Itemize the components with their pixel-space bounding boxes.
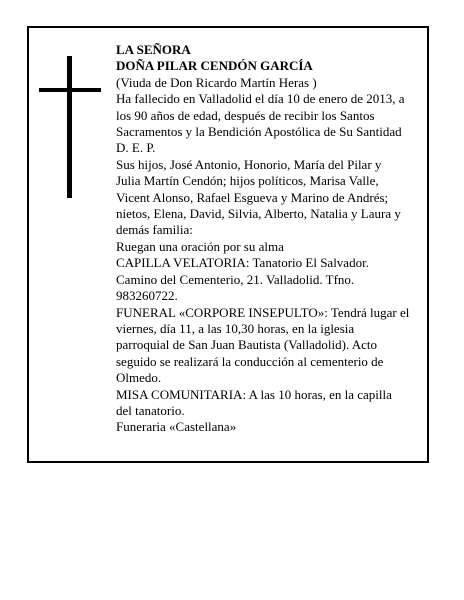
rip-line: D. E. P. xyxy=(116,140,156,156)
announcement-line-1: Ha fallecido en Valladolid el día 10 de enero de 2013, a xyxy=(116,91,405,107)
cross-vertical-bar xyxy=(67,56,72,198)
family-line-4: nietos, Elena, David, Silvia, Alberto, Natalia y Laura y xyxy=(116,206,401,222)
funeral-line-4: seguido se realizará la conducción al cementerio de xyxy=(116,353,384,369)
funeral-home-line: Funeraria «Castellana» xyxy=(116,419,237,435)
notice-title: LA SEÑORA xyxy=(116,42,191,57)
family-line-1: Sus hijos, José Antonio, Honorio, María del Pilar y xyxy=(116,156,382,172)
latin-cross-icon xyxy=(39,56,101,198)
mass-line-1: MISA COMUNITARIA: A las 10 horas, en la capilla xyxy=(116,386,392,402)
announcement-line-3: Sacramentos y la Bendición Apostólica de Su Santidad xyxy=(116,124,402,140)
announcement-line-2: los 90 años de edad, después de recibir los Santos xyxy=(116,107,375,123)
notice-text-block xyxy=(116,42,429,436)
obituary-notice-frame xyxy=(27,26,429,463)
funeral-line-2: viernes, día 11, a las 10,30 horas, en la iglesia xyxy=(116,320,355,336)
chapel-phone-line: 983260722. xyxy=(116,288,178,304)
mass-line-2: del tanatorio. xyxy=(116,402,185,418)
family-line-3: Vicent Alonso, Rafael Esgueva y Marino de Andrés; xyxy=(116,189,389,205)
deceased-name: DOÑA PILAR CENDÓN GARCÍA xyxy=(116,58,313,74)
prayer-request-line: Ruegan una oración por su alma xyxy=(116,238,284,254)
chapel-line-2: Camino del Cementerio, 21. Valladolid. Tfno. xyxy=(116,271,355,287)
funeral-line-1: FUNERAL «CORPORE INSEPULTO»: Tendrá lugar el xyxy=(116,304,410,320)
cross-horizontal-bar xyxy=(39,88,101,92)
family-line-5: demás familia: xyxy=(116,222,193,238)
widow-of-line: (Viuda de Don Ricardo Martín Heras ) xyxy=(116,74,317,90)
funeral-line-5: Olmedo. xyxy=(116,370,162,386)
funeral-line-3: parroquial de San Juan Bautista (Valladolid). Acto xyxy=(116,337,378,353)
family-line-2: Julia Martín Cendón; hijos políticos, Marisa Valle, xyxy=(116,173,379,189)
chapel-line-1: CAPILLA VELATORIA: Tanatorio El Salvador. xyxy=(116,255,369,271)
